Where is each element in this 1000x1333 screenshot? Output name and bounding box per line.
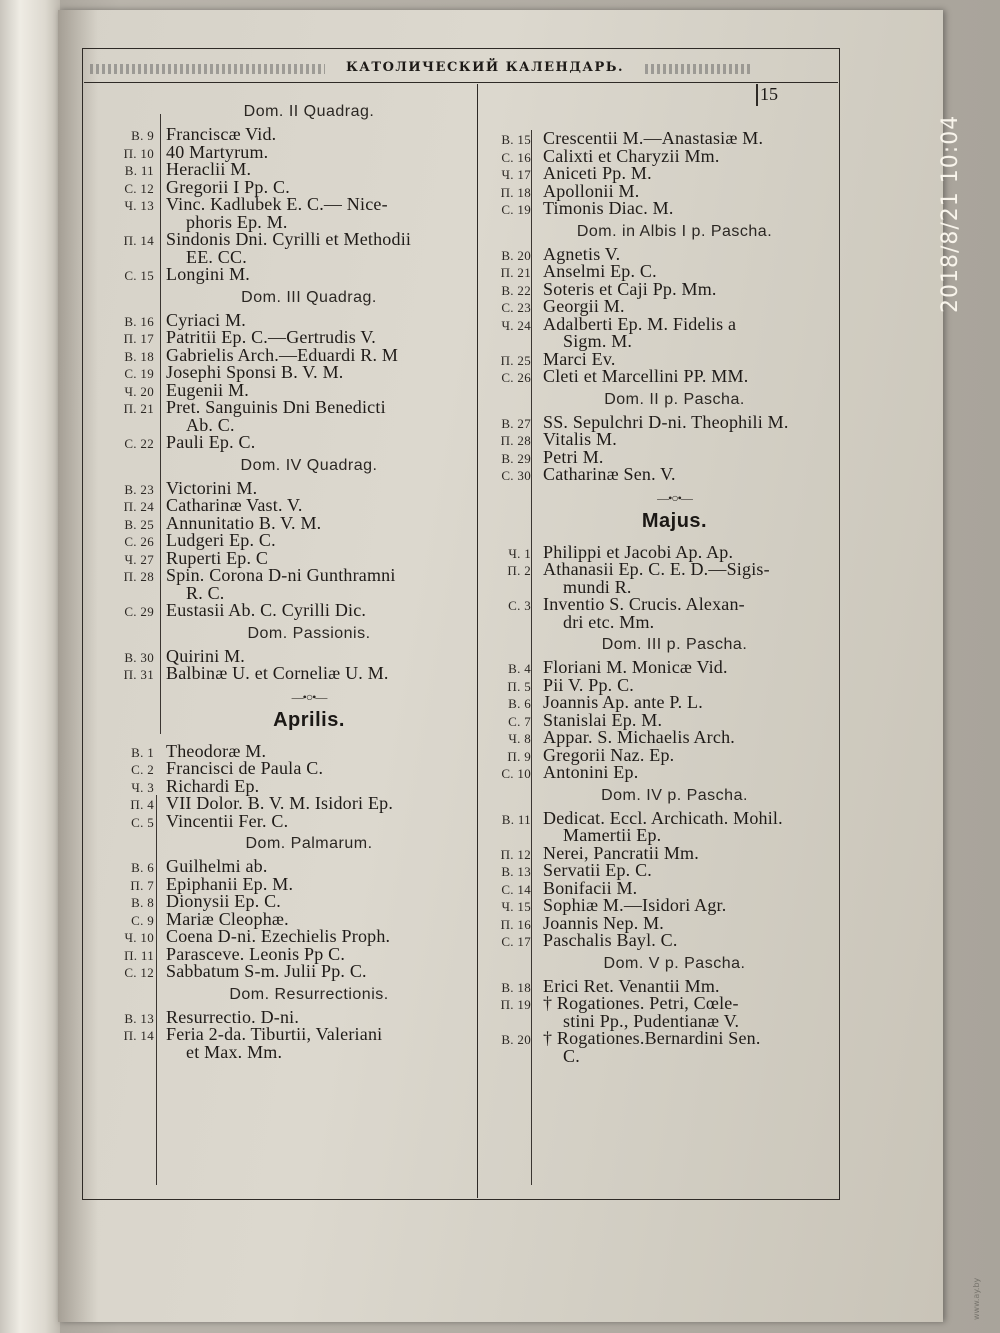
sunday-heading: Dom. II p. Pascha. — [604, 390, 745, 408]
saint-feast-text: Feria 2-da. Tiburtii, Valeriani — [166, 1024, 383, 1044]
calendar-entry — [477, 995, 832, 1013]
section-ornament: —•○•— — [291, 689, 327, 704]
day-label: В. 13 — [124, 1010, 154, 1026]
calendar-entry — [100, 1026, 478, 1044]
site-watermark: www.ay.by — [972, 1277, 981, 1320]
sunday-heading: Dom. IV p. Pascha. — [601, 786, 748, 804]
day-label: П. 25 — [500, 352, 531, 368]
saint-feast-text: et Max. Mm. — [186, 1041, 283, 1062]
calendar-entry — [477, 659, 832, 677]
calendar-entry — [477, 263, 832, 281]
saint-feast-text: Dedicat. Eccl. Archicath. Mohil. — [543, 807, 783, 828]
page-number: 15 — [760, 84, 778, 104]
calendar-entry — [477, 744, 832, 765]
calendar-entry — [477, 298, 832, 316]
saint-feast-text: phoris Ep. M. — [186, 211, 288, 232]
right-calendar-column — [477, 130, 832, 1065]
saint-feast-text: Stanislai Ep. M. — [543, 709, 663, 730]
day-label: В. 11 — [124, 163, 154, 178]
calendar-entry — [477, 130, 832, 148]
calendar-entry — [100, 928, 478, 946]
saint-feast-text: Mamertii Ep. — [563, 825, 662, 845]
day-label: П. 9 — [507, 748, 531, 764]
sunday-heading: Dom. II Quadrag. — [243, 103, 375, 120]
day-label: С. 5 — [131, 814, 154, 830]
saint-feast-text: Coena D-ni. Ezechielis Proph. — [166, 926, 391, 946]
calendar-entry — [477, 729, 832, 747]
day-label: Ч. 13 — [124, 198, 154, 213]
saint-feast-text: Richardi Ep. — [166, 775, 260, 796]
saint-feast-text: Eugenii M. — [166, 379, 249, 400]
day-label: В. 27 — [501, 415, 531, 431]
day-label: В. 22 — [501, 282, 531, 298]
day-label: Ч. 3 — [131, 779, 154, 795]
day-label: П. 24 — [123, 499, 154, 514]
saint-feast-text: mundi R. — [563, 576, 632, 597]
day-label: В. 23 — [124, 481, 154, 497]
day-label: Ч. 8 — [508, 731, 531, 746]
saint-feast-text: Sindonis Dni. Cyrilli et Methodii — [166, 229, 412, 249]
saint-feast-text: Timonis Diac. M. — [543, 198, 674, 218]
day-label: С. 12 — [124, 180, 154, 196]
calendar-entry — [100, 602, 478, 620]
day-label: С. 23 — [501, 300, 531, 315]
saint-feast-text: Joannis Nep. M. — [543, 912, 664, 933]
saint-feast-text: stini Pp., Pudentianæ V. — [563, 1010, 740, 1031]
calendar-entry — [100, 532, 478, 550]
day-label: П. 4 — [130, 797, 154, 812]
calendar-entry — [100, 161, 478, 179]
day-label: С. 16 — [501, 149, 531, 165]
day-label: В. 11 — [501, 811, 531, 827]
day-label: П. 2 — [507, 563, 531, 578]
saint-feast-text: Guilhelmi ab. — [166, 856, 268, 876]
saint-feast-text: Vinc. Kadlubek E. C.— Nice- — [166, 194, 388, 214]
calendar-entry-continuation — [100, 1041, 478, 1062]
day-label: В. 15 — [501, 132, 531, 147]
calendar-entry — [100, 893, 478, 911]
calendar-entry — [477, 165, 832, 183]
calendar-entry — [100, 141, 478, 162]
saint-feast-text: Petri M. — [543, 446, 604, 467]
saint-feast-text: Sigm. M. — [563, 331, 633, 351]
saint-feast-text: Philippi et Jacobi Ap. Ap. — [543, 541, 734, 562]
saint-feast-text: Georgii M. — [543, 296, 625, 316]
day-label: П. 18 — [500, 184, 531, 200]
day-label: П. 11 — [124, 947, 154, 963]
calendar-entry — [477, 862, 832, 880]
saint-feast-text: Calixti et Charyzii Mm. — [543, 145, 720, 166]
sunday-heading: Dom. in Albis I p. Pascha. — [576, 222, 773, 240]
day-label: П. 28 — [500, 433, 531, 448]
calendar-entry — [100, 231, 478, 249]
day-label: В. 29 — [501, 450, 531, 466]
saint-feast-text: EE. CC. — [186, 246, 247, 267]
saint-feast-text: Adalberti Ep. M. Fidelis a — [543, 313, 737, 334]
section-ornament: —•○•— — [657, 490, 692, 505]
saint-feast-text: Josephi Sponsi B. V. M. — [166, 362, 344, 382]
saint-feast-text: Athanasii Ep. C. E. D.—Sigis- — [543, 559, 770, 579]
calendar-entry — [100, 760, 478, 778]
day-label: П. 17 — [123, 331, 154, 346]
calendar-entry — [477, 561, 832, 579]
saint-feast-text: Gabrielis Arch.—Eduardi R. M — [166, 344, 399, 365]
day-label: С. 10 — [501, 766, 531, 781]
saint-feast-text: Franciscæ Vid. — [166, 124, 277, 144]
saint-feast-text: Cleti et Marcellini PP. MM. — [543, 366, 749, 386]
day-label: В. 13 — [501, 864, 531, 879]
day-label: П. 21 — [123, 401, 154, 416]
day-label: С. 3 — [508, 598, 531, 613]
day-label: П. 28 — [123, 569, 154, 584]
day-label: В. 18 — [124, 348, 154, 364]
day-label: В. 1 — [131, 744, 154, 760]
calendar-entry-continuation — [100, 246, 478, 267]
calendar-entry-continuation — [100, 414, 478, 435]
calendar-entry — [100, 873, 478, 894]
calendar-entry — [477, 200, 832, 218]
calendar-entry — [477, 1030, 832, 1048]
saint-feast-text: Resurrectio. D-ni. — [166, 1006, 300, 1027]
saint-feast-text: Victorini M. — [166, 477, 258, 498]
day-label: С. 29 — [124, 604, 154, 619]
day-label: В. 30 — [124, 649, 154, 665]
calendar-entry-continuation — [477, 1045, 832, 1066]
calendar-entry — [477, 411, 832, 432]
saint-feast-text: Crescentii M.—Anastasiæ M. — [543, 128, 764, 148]
calendar-entry — [100, 512, 478, 533]
saint-feast-text: Appar. S. Michaelis Arch. — [543, 727, 735, 747]
calendar-entry — [477, 596, 832, 614]
saint-feast-text: Francisci de Paula C. — [166, 758, 324, 778]
day-label: В. 6 — [131, 860, 154, 875]
day-label: П. 14 — [123, 233, 154, 248]
month-heading: Aprilis. — [273, 708, 345, 731]
saint-feast-text: Apollonii M. — [543, 180, 640, 201]
day-label: С. 2 — [131, 762, 154, 777]
saint-feast-text: Joannis Ap. ante P. L. — [543, 692, 703, 712]
day-label: В. 8 — [131, 895, 154, 910]
day-label: В. 20 — [501, 247, 531, 263]
calendar-entry — [477, 764, 832, 782]
day-label: Ч. 15 — [501, 899, 531, 914]
calendar-entry — [477, 145, 832, 166]
day-label: С. 19 — [501, 202, 531, 217]
calendar-entry — [477, 431, 832, 449]
day-label: П. 12 — [500, 846, 531, 862]
photo-timestamp: 2018/8/21 10:04 — [938, 114, 963, 313]
saint-feast-text: Pret. Sanguinis Dni Benedicti — [166, 397, 386, 417]
book-page-edge — [0, 0, 60, 1333]
sunday-heading: Dom. Passionis. — [247, 624, 371, 642]
saint-feast-text: Marci Ev. — [543, 348, 616, 369]
header-ornament-left — [90, 64, 325, 74]
saint-feast-text: Eustasii Ab. C. Cyrilli Dic. — [166, 600, 367, 620]
saint-feast-text: Longini M. — [166, 264, 251, 284]
saint-feast-text: Inventio S. Crucis. Alexan- — [543, 594, 745, 614]
saint-feast-text: Floriani M. Monicæ Vid. — [543, 657, 728, 677]
saint-feast-text: Cyriaci M. — [166, 309, 246, 330]
sunday-heading: Dom. IV Quadrag. — [240, 456, 378, 474]
day-label: Ч. 24 — [501, 317, 531, 333]
day-label: Ч. 1 — [508, 545, 531, 561]
sunday-heading: Dom. V p. Pascha. — [603, 954, 746, 972]
calendar-entry — [477, 932, 832, 950]
saint-feast-text: VII Dolor. B. V. M. Isidori Ep. — [166, 793, 394, 813]
month-heading: Majus. — [641, 509, 708, 532]
day-label: В. 6 — [508, 696, 531, 711]
day-label: С. 22 — [124, 436, 154, 451]
saint-feast-text: Antonini Ep. — [543, 762, 639, 782]
day-label: В. 9 — [131, 128, 154, 143]
saint-feast-text: Annunitatio B. V. M. — [166, 512, 322, 533]
saint-feast-text: 40 Martyrum. — [166, 141, 269, 162]
saint-feast-text: Quirini M. — [166, 645, 246, 666]
saint-feast-text: Bonifacii M. — [543, 877, 638, 898]
day-label: С. 19 — [124, 366, 154, 381]
day-label: П. 7 — [130, 877, 154, 893]
saint-feast-text: Ab. C. — [186, 414, 235, 435]
day-label: С. 12 — [124, 965, 154, 980]
day-label: Ч. 17 — [501, 167, 531, 182]
calendar-entry-continuation — [477, 611, 832, 632]
day-label: В. 20 — [501, 1032, 531, 1047]
saint-feast-text: Nerei, Pancratii Mm. — [543, 842, 699, 863]
saint-feast-text: Pii V. Pp. C. — [543, 674, 634, 695]
day-label: С. 26 — [501, 370, 531, 385]
saint-feast-text: Ludgeri Ep. C. — [166, 530, 276, 550]
saint-feast-text: Heraclii M. — [166, 159, 252, 179]
saint-feast-text: Ruperti Ep. C — [166, 547, 269, 568]
calendar-entry — [100, 810, 478, 831]
calendar-entry — [100, 126, 478, 144]
calendar-entry — [100, 795, 478, 813]
saint-feast-text: Theodoræ M. — [166, 740, 267, 761]
saint-feast-text: Paschalis Bayl. C. — [543, 930, 678, 950]
saint-feast-text: R. C. — [186, 582, 225, 603]
day-label: С. 30 — [501, 468, 531, 483]
header-rule — [84, 82, 838, 84]
saint-feast-text: C. — [563, 1045, 580, 1066]
saint-feast-text: Gregorii Naz. Ep. — [543, 744, 675, 765]
calendar-entry — [100, 196, 478, 214]
day-label: С. 15 — [124, 268, 154, 283]
day-label: В. 4 — [508, 661, 531, 676]
saint-feast-text: dri etc. Mm. — [563, 611, 655, 632]
saint-feast-text: † Rogationes. Petri, Cœle- — [543, 993, 739, 1013]
saint-feast-text: Servatii Ep. C. — [543, 860, 652, 880]
saint-feast-text: † Rogationes.Bernardini Sen. — [543, 1028, 761, 1048]
saint-feast-text: Spin. Corona D-ni Gunthramni — [166, 565, 396, 585]
calendar-entry — [100, 567, 478, 585]
calendar-entry — [100, 434, 478, 452]
day-label: Ч. 27 — [124, 551, 154, 567]
day-label: В. 16 — [124, 313, 154, 329]
day-label: П. 5 — [507, 678, 531, 694]
saint-feast-text: Catharinæ Sen. V. — [543, 464, 676, 484]
page-number-bracket — [756, 84, 758, 106]
calendar-entry — [100, 329, 478, 347]
day-label: П. 21 — [500, 265, 531, 280]
day-label: П. 14 — [123, 1028, 154, 1043]
day-label: П. 31 — [123, 667, 154, 682]
day-label: С. 7 — [508, 713, 531, 729]
saint-feast-text: Mariæ Cleophæ. — [166, 908, 289, 929]
calendar-entry — [477, 278, 832, 299]
day-label: В. 25 — [124, 516, 154, 532]
saint-feast-text: Balbinæ U. et Corneliæ U. M. — [166, 663, 389, 683]
day-label: С. 17 — [501, 934, 531, 949]
day-label: Ч. 20 — [124, 383, 154, 399]
calendar-entry — [100, 665, 478, 683]
day-label: П. 10 — [123, 145, 154, 161]
saint-feast-text: Vitalis M. — [543, 429, 617, 449]
day-label: С. 26 — [124, 534, 154, 549]
saint-feast-text: SS. Sepulchri D-ni. Theophili M. — [543, 411, 789, 432]
saint-feast-text: Soteris et Caji Pp. Mm. — [543, 278, 717, 299]
day-label: П. 19 — [500, 997, 531, 1012]
day-label: Ч. 10 — [124, 930, 154, 945]
saint-feast-text: Erici Ret. Venantii Mm. — [543, 975, 720, 996]
day-label: В. 18 — [501, 979, 531, 995]
calendar-entry-continuation — [477, 827, 832, 845]
saint-feast-text: Pauli Ep. C. — [166, 432, 256, 452]
left-calendar-column — [100, 98, 478, 1061]
sunday-heading: Dom. Palmarum. — [245, 835, 373, 852]
calendar-entry — [477, 694, 832, 712]
calendar-entry — [100, 266, 478, 284]
calendar-entry — [100, 399, 478, 417]
saint-feast-text: Catharinæ Vast. V. — [166, 495, 303, 515]
saint-feast-text: Vincentii Fer. C. — [166, 810, 289, 831]
saint-feast-text: Parasceve. Leonis Pp C. — [166, 943, 346, 964]
calendar-entry — [100, 497, 478, 515]
calendar-entry — [477, 368, 832, 386]
calendar-entry — [477, 466, 832, 484]
calendar-entry — [477, 897, 832, 915]
sunday-heading: Dom. Resurrectionis. — [229, 985, 389, 1003]
saint-feast-text: Epiphanii Ep. M. — [166, 873, 294, 894]
calendar-entry — [100, 858, 478, 876]
calendar-entry — [100, 364, 478, 382]
calendar-entry-continuation — [477, 333, 832, 351]
header-ornament-right — [645, 64, 750, 74]
calendar-entry — [477, 842, 832, 863]
calendar-entry — [100, 963, 478, 981]
saint-feast-text: Aniceti Pp. M. — [543, 163, 652, 183]
day-label: С. 14 — [501, 881, 531, 897]
saint-feast-text: Agnetis V. — [543, 243, 621, 264]
calendar-entry — [477, 313, 832, 334]
day-label: С. 9 — [131, 912, 154, 928]
sunday-heading: Dom. III Quadrag. — [241, 288, 377, 306]
saint-feast-text: Dionysii Ep. C. — [166, 891, 282, 911]
saint-feast-text: Sabbatum S-m. Julii Pp. C. — [166, 961, 367, 981]
saint-feast-text: Sophiæ M.—Isidori Agr. — [543, 895, 727, 915]
running-head: КАТОЛИЧЕСКИЙ КАЛЕНДАРЬ. — [345, 60, 624, 75]
day-label: П. 16 — [500, 916, 531, 932]
sunday-heading: Dom. III p. Pascha. — [601, 636, 748, 653]
saint-feast-text: Anselmi Ep. C. — [543, 261, 657, 281]
saint-feast-text: Gregorii I Pp. C. — [166, 176, 290, 197]
saint-feast-text: Patritii Ep. C.—Gertrudis V. — [166, 327, 376, 347]
